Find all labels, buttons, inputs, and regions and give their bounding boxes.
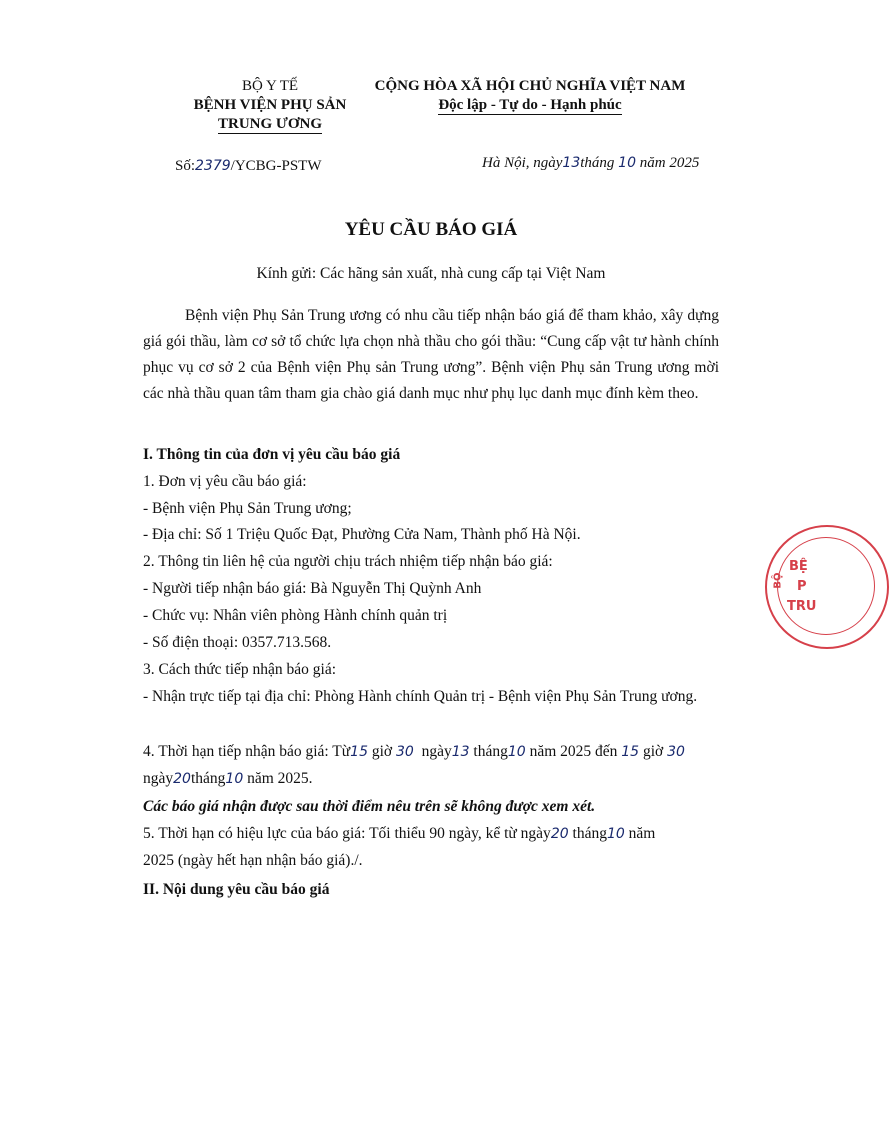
official-stamp bbox=[765, 525, 889, 649]
nation-block bbox=[350, 77, 710, 115]
handwritten-month: 10 bbox=[618, 155, 636, 171]
unit-name: - Bệnh viện Phụ Sản Trung ương; bbox=[143, 500, 352, 517]
ministry-name: BỘ Y TẾ bbox=[241, 78, 299, 94]
stamp-text-line2: P bbox=[797, 579, 807, 594]
item5-line1: 5. Thời hạn có hiệu lực của báo giá: Tối thiểu 90 ngày, kể từ ngày20 tháng10 năm bbox=[143, 825, 656, 842]
item2-title: 2. Thông tin liên hệ của người chịu trách nhiệm tiếp nhận báo giá: bbox=[143, 553, 553, 570]
handwritten-to-hour: 15 bbox=[621, 744, 640, 760]
item5-line2: 2025 (ngày hết hạn nhận báo giá)./. bbox=[143, 852, 363, 869]
section2-heading: II. Nội dung yêu cầu báo giá bbox=[143, 881, 330, 898]
item1-title: 1. Đơn vị yêu cầu báo giá: bbox=[143, 473, 307, 490]
handwritten-from-minute: 30 bbox=[396, 744, 414, 760]
handwritten-from-day: 13 bbox=[451, 744, 470, 760]
unit-address: - Địa chỉ: Số 1 Triệu Quốc Đạt, Phường Cửa Nam, Thành phố Hà Nội. bbox=[143, 526, 581, 543]
stamp-inner-ring bbox=[777, 537, 875, 635]
handwritten-from-hour: 15 bbox=[350, 744, 368, 760]
stamp-text-line1: BỆ bbox=[789, 559, 808, 574]
section1-heading: I. Thông tin của đơn vị yêu cầu báo giá bbox=[143, 446, 401, 463]
recipient: Kính gửi: Các hãng sản xuất, nhà cung cấp tại Việt Nam bbox=[256, 265, 606, 282]
handwritten-to-day: 20 bbox=[173, 771, 191, 787]
handwritten-validity-month: 10 bbox=[606, 826, 625, 842]
nation-title: CỘNG HÒA XÃ HỘI CHỦ NGHĨA VIỆT NAM bbox=[374, 78, 686, 94]
hospital-name-line1: BỆNH VIỆN PHỤ SẢN bbox=[193, 97, 347, 113]
receiver-phone: - Số điện thoại: 0357.713.568. bbox=[143, 634, 332, 651]
receiver-name: - Người tiếp nhận báo giá: Bà Nguyễn Thị Quỳnh Anh bbox=[143, 580, 482, 597]
document-date: Hà Nội, ngày13tháng 10 năm 2025 bbox=[482, 155, 700, 171]
motto: Độc lập - Tự do - Hạnh phúc bbox=[438, 97, 622, 113]
page-title: YÊU CẦU BÁO GIÁ bbox=[344, 219, 518, 240]
hospital-name-line2: TRUNG ƯƠNG bbox=[217, 116, 323, 132]
receiver-position: - Chức vụ: Nhân viên phòng Hành chính quản trị bbox=[143, 607, 448, 624]
item4-line1: 4. Thời hạn tiếp nhận báo giá: Từ15 giờ 30 ngày13 tháng10 năm 2025 đến 15 giờ 30 bbox=[143, 743, 685, 760]
handwritten-to-month: 10 bbox=[225, 771, 244, 787]
item4-line2: ngày20tháng10 năm 2025. bbox=[143, 770, 313, 787]
item3-title: 3. Cách thức tiếp nhận báo giá: bbox=[143, 661, 337, 678]
handwritten-number: 2379 bbox=[195, 158, 231, 174]
intro-paragraph: Bệnh viện Phụ Sản Trung ương có nhu cầu tiếp nhận báo giá để tham khảo, xây dựng giá gói thầu, làm cơ sở tổ chức lựa chọn nhà thầu cho gói thầu: “Cung cấp vật tư hành chính phục vụ cơ sở 2 của Bệnh viện Phụ sản Trung ương”. Bệnh viện Phụ sản Trung ương mời các nhà thầu quan tâm tham gia chào giá danh mục như phụ lục danh mục đính kèm theo. bbox=[143, 307, 719, 402]
handwritten-from-month: 10 bbox=[507, 744, 526, 760]
stamp-text-line3: TRU bbox=[787, 599, 817, 614]
document-number: Số:2379/YCBG-PSTW bbox=[175, 158, 322, 174]
handwritten-validity-day: 20 bbox=[550, 826, 569, 842]
stamp-side-text: BỘ bbox=[772, 572, 784, 589]
handwritten-to-minute: 30 bbox=[667, 744, 685, 760]
receive-method: - Nhận trực tiếp tại địa chỉ: Phòng Hành chính Quản trị - Bệnh viện Phụ Sản Trung ương. bbox=[143, 688, 698, 705]
late-submission-notice: Các báo giá nhận được sau thời điểm nêu trên sẽ không được xem xét. bbox=[143, 798, 596, 815]
handwritten-day: 13 bbox=[562, 155, 581, 171]
